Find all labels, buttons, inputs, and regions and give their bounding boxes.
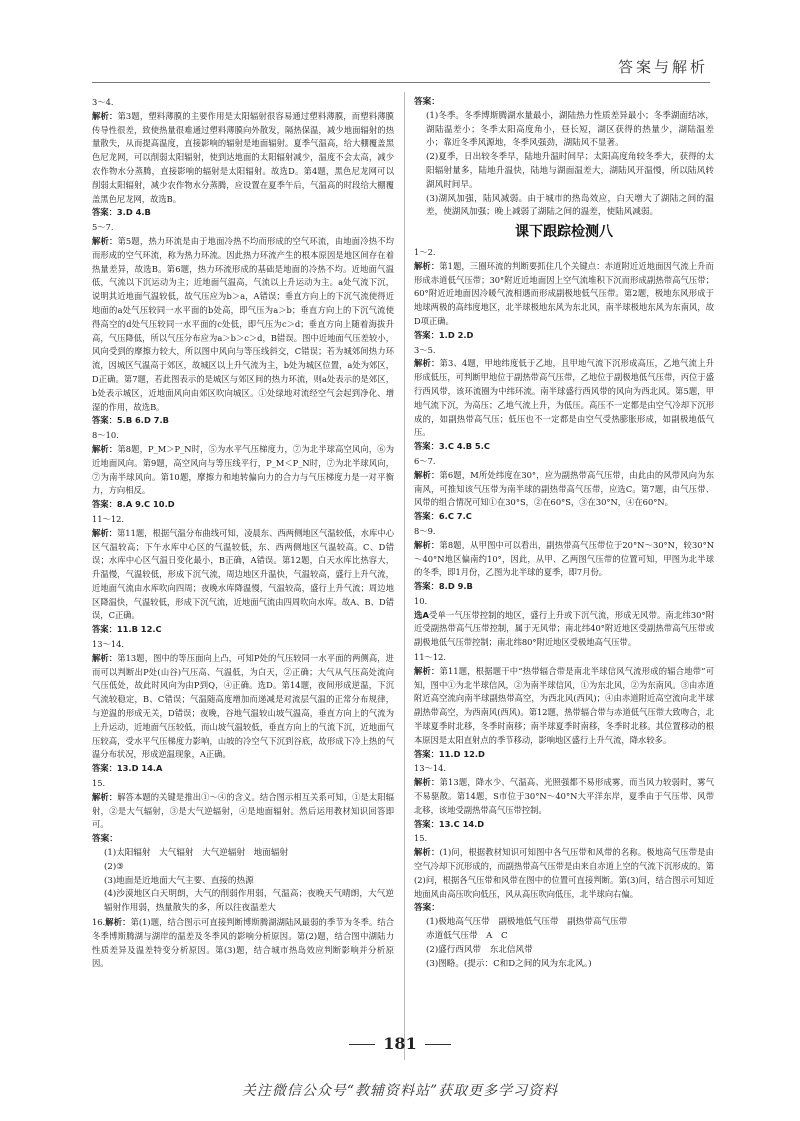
- analysis-label: 解析：: [414, 358, 440, 369]
- question-range: 13～14.: [414, 763, 447, 774]
- analysis-block: [92, 429, 394, 512]
- analysis-text: 第5题，热力环流是由于地面冷热不均而形成的空气环流，由地面冷热不均而形成的空气环流，称为热力环流。因此热力环流产生的根本原因是地区间存在着热量差异，故选B。第6题，热力环流形成的基础是地面的冷热不均。近地面气温低，气流以下沉运动为主；近地面气温高，气流以上升运动为主。a处气流下沉，说明其近地面气温较低，故气压应为b＞a，A错误；垂直方向上的下沉气流使得近地面的a处气压较同一水平面的b处高，即气压为a＞b；垂直方向上的下沉气流使得高空的d处气压较同一水平面的c处低，即气压为c＞d；垂直方向上随着海拔升高，气压降低，所以气压分布应为a＞b＞c＞d，B错误。图中近地面气压差较小，风向受到的摩擦力较大，所以图中风向与等压线斜交，C错误；若为城郊间热力环流，因城区气温高于郊区，故城区以上升气流为主，b处为城区位置，a处为郊区，D正确。第7题，若此图表示的是城区与郊区间的热力环流，则a处表示的是郊区，b处表示城区，近地面风向由郊区吹向城区。①处绿地对流经空气会起到净化、增湿的作用，故选B。: [92, 235, 394, 412]
- question-range: 6～7.: [414, 455, 436, 466]
- header-rule: [92, 82, 710, 83]
- page-number-dash: [425, 1044, 451, 1045]
- answer-line: 答案：11.B 12.C: [92, 624, 162, 635]
- answer-line: 答案：1.D 2.D: [414, 329, 474, 340]
- page-number: [0, 1034, 800, 1053]
- analysis-text: 第3、4题，甲地纬度低于乙地，且甲地气流下沉形成高压，乙地气流上升形成低压，可判断甲地位于副热带高气压带，乙地位于副极地低气压带，丙位于盛行西风带，该环流圈为中纬环流。南半球盛行西风带的风向为西北风。第5题，甲地气流下沉，为高压；乙地气流上升，为低压。高压不一定都是由空气冷却下沉形成的，如副热带高气压；低压也不一定都是由空气受热膨胀形成，如副极地低气压。: [414, 358, 714, 438]
- analysis-text: 解答本题的关键是推出①～④的含义。结合图示相互关系可知，①是太阳辐射，②是大气辐射，③是大气逆辐射，④是地面辐射。然后运用教材知识回答即可。: [92, 791, 394, 830]
- analysis-block: [92, 638, 394, 776]
- r15-answer-line: (1)极地高气压带 副极地低气压带 副热带高气压带: [426, 917, 628, 928]
- q16-answer-line: (3)湖风加强，陆风减弱。由于城市的热岛效应，白天增大了湖陆之间的温差，使湖风加强；晚上减弱了湖陆之间的温差，使陆风减弱。: [426, 193, 714, 218]
- r15-answer-line: (2)盛行西风带 东北信风带: [426, 944, 533, 955]
- answer-line: 答案：3.D 4.B: [92, 207, 151, 218]
- analysis-text: 第13题，降水少、气温高、光照强都不易形成雾，而当风力较弱时，雾气不易驱散。第14题，S市位于30°N～40°N大平洋东岸，夏季由于气压带、风带北移，该地受副热带高气压带控制。: [414, 777, 714, 815]
- analysis-label: 解析：: [92, 235, 118, 246]
- analysis-label: 解析：: [414, 777, 440, 788]
- q15-answer-line: (3)地面是近地面大气主要、直接的热源: [104, 875, 254, 886]
- q16-text: 第(1)题，结合图示可直接判断博斯腾湖湖陆风最弱的季节为冬季。结合冬季博斯腾湖与湖岸的温差及冬季风的影响分析原因。第(2)题，结合图中湖陆力性质差异及温差特变分析原因。第(3)题，结合城市热岛效应判断影响并分析原因。: [92, 917, 394, 969]
- right-answer-blocks: [414, 246, 714, 901]
- analysis-text: (1)问，根据教材知识可知图中各气压带和风带的名称。极地高气压带是由空气冷却下沉形成的，而副热带高气压带是由来自赤道上空的气流下沉形成的。第(2)问，根据各气压带和风带在图中的位置可直接判断。第(3)问，结合图示可知近地面风由高压吹向低压，风从高压吹向低压，北半球向右偏。: [414, 847, 714, 899]
- answer-line: 答案：13.D 14.A: [92, 763, 163, 774]
- question-range: 13～14.: [92, 639, 125, 650]
- r15-answer-line: (3)图略。(提示：C和D之间的风为东北风。): [426, 958, 592, 969]
- analysis-block: [414, 455, 714, 524]
- q16-analysis: [92, 916, 394, 971]
- analysis-text-line: [414, 539, 714, 580]
- analysis-text-line: [414, 609, 714, 650]
- analysis-label: 解析：: [414, 847, 440, 858]
- r15-answer-label: 答案：: [414, 903, 440, 914]
- q15-answer-line: (1)太阳辐射 大气辐射 大气逆辐射 地面辐射: [104, 848, 289, 859]
- page-header: [0, 0, 800, 82]
- left-column: [92, 96, 394, 972]
- analysis-block: [92, 777, 394, 832]
- analysis-text-line: [92, 791, 394, 832]
- analysis-block: [414, 246, 714, 343]
- answer-line: 答案：5.B 6.D 7.B: [92, 415, 169, 426]
- q15-answer-line: (4)沙漠地区白天明朗，大气的削弱作用弱，气温高；夜晚天气晴朗，大气逆辐射作用弱，热量散失的多，所以往夜温差大: [104, 889, 394, 914]
- question-range: 8～10.: [92, 430, 119, 441]
- analysis-text: 第8题，从甲图中可以看出，副热带高气压带位于20°N～30°N，较30°N～40°N地区偏南约10°，因此，从甲、乙两图气压带的位置可知，甲图为北半球的冬季，即1月份，乙图为北半球的夏季，即7月份。: [414, 539, 714, 578]
- analysis-text-line: [414, 260, 714, 329]
- analysis-label: 选A: [414, 609, 429, 620]
- q16-label: 解析：: [105, 917, 131, 928]
- analysis-label: 解析：: [92, 791, 118, 802]
- analysis-label: 解析：: [414, 260, 440, 271]
- answer-line: 答案：6.C 7.C: [414, 511, 472, 522]
- question-range: 15.: [414, 833, 428, 844]
- question-range: 5～7.: [92, 222, 114, 233]
- analysis-text: 第13题，图中的等压面向上凸，可知P处的气压较同一水平面的两侧高，进而可以判断出P处(山谷)气压高、气温低，为白天，②正确；大气从气压高处流向气压低处，故此时风向为由P到Q，④正确。选D。第14题，夜间形成逆温，下沉气流较稳定，B、C错误；气温随高度增加而递减是对流层气温的正常分布规律，与逆温的形成无关，D错误；夜晚，谷地气温较山坡气温高，垂直方向上的气流为上升运动，近地面气压较低，而山坡气温较低，垂直方向上的气流下沉，近地面气压较高，受水平气压梯度力影响，山坡的冷空气下沉到谷底，故形成下冷上热的气温分布状况，形成逆温现象，A正确。: [92, 652, 394, 760]
- question-range: 11～12.: [414, 652, 447, 663]
- analysis-label: 解析：: [414, 665, 440, 676]
- answer-line: 答案：11.D 12.D: [414, 748, 485, 759]
- analysis-block: [414, 344, 714, 454]
- question-range: 15.: [92, 778, 106, 789]
- analysis-block: [414, 595, 714, 650]
- analysis-label: 解析：: [92, 443, 118, 454]
- question-range: 10.: [414, 595, 428, 606]
- analysis-text-line: [414, 776, 714, 817]
- analysis-text-line: [414, 469, 714, 510]
- left-answer-blocks: [92, 96, 394, 832]
- r15-answer-line: 赤道低气压带 A C: [426, 931, 508, 942]
- analysis-block: [92, 221, 394, 428]
- analysis-text-line: [92, 527, 394, 624]
- question-range: 3～4.: [92, 97, 114, 107]
- analysis-text-line: [92, 652, 394, 762]
- analysis-text: 第11题，根据气温分布曲线可知，凌晨东、西两侧地区气温较低，水库中心区气温较高；下午水库中心区的气温较低，东、西两侧地区气温较高。C、D错误；水库中心区气温日变化最小，B正确，A错误。第12题，白天水库比热容大，升温慢，气温较低，形成下沉气流，周边地区升温快，气温较高，盛行上升气流，近地面气流由水库吹向四周；夜晚水库降温慢，气温较高，盛行上升气流；周边地区降温快，气温较低，形成下沉气流，近地面气流由四周吹向水库。故A、B、D错误，C正确。: [92, 527, 394, 621]
- analysis-block: [414, 832, 714, 901]
- right-column: [414, 96, 714, 971]
- question-range: 1～2.: [414, 246, 436, 257]
- question-range: 3～5.: [414, 344, 436, 355]
- analysis-block: [414, 762, 714, 831]
- page-number-dash: [349, 1044, 375, 1045]
- analysis-text: 第3题，塑料薄膜的主要作用是太阳辐射很容易通过塑料薄膜，而塑料薄膜传导性很差，致使热量很难通过塑料薄膜向外散发，隔热保温，减少地面辐射的热量散失，从而提高温度，直接影响的辐射是地面辐射。夏季气温高，给大棚覆盖黑色尼龙网，可以削弱太阳辐射，使到达地面的太阳辐射减少，温度不会太高，减少农作物水分蒸腾，直接影响的辐射是太阳辐射。故选D。第4题，黑色尼龙网可以削弱太阳辐射，减少农作物水分蒸腾，应设置在夏季午后，气温高的时段给大棚覆盖黑色尼龙网，故选B。: [92, 110, 394, 204]
- analysis-text: 受单一气压带控制的地区，盛行上升或下沉气流，形成无风带。南北纬30°附近受副热带高气压带控制，属于无风带；南北纬40°附近地区受副热带高气压带或副极地低气压带控制；南北纬80°附近地区受极地高气压带。: [414, 609, 714, 648]
- analysis-block: [92, 96, 394, 220]
- q15-answer-line: (2)③: [104, 861, 124, 872]
- q16-range: 16.: [92, 917, 106, 928]
- analysis-text-line: [92, 110, 394, 207]
- analysis-block: [92, 513, 394, 637]
- answer-line: 答案：8.D 9.B: [414, 581, 473, 592]
- analysis-text-line: [414, 846, 714, 901]
- question-range: 8～9.: [414, 525, 436, 536]
- q16-answer-line: (2)夏季，日出较冬季早，陆地升温时间早；太阳高度角较冬季大，获得的太阳辐射量多，陆地升温快，陆地与湖面温差大，湖陆风开温慢，所以陆风转湖风时间早。: [426, 152, 714, 190]
- analysis-text-line: [414, 665, 714, 748]
- analysis-text-line: [414, 357, 714, 440]
- column-divider: [404, 92, 405, 1060]
- q16-answer-line: (1)冬季。冬季博斯腾湖水量最小，湖陆热力性质差异最小；冬季湖面结冰，湖陆温差小；冬季太阳高度角小，昼长短，湖区获得的热量少，湖陆温差小；靠近冬季风源地，冬季风强劲，湖陆风不显著。: [426, 110, 714, 149]
- analysis-label: 解析：: [92, 652, 118, 663]
- q16-answer-label: 答案：: [414, 97, 440, 107]
- analysis-text-line: [92, 235, 394, 414]
- answer-line: 答案：13.C 14.D: [414, 818, 485, 829]
- analysis-text: 第11题，根据题干中“热带辐合带是南北半球信风气流形成的辐合地带”可知，图中①为北半球信风，②为南半球信风，①为东北风，②为东南风。③由赤道附近高空流向南半球副热带高空，为西北风(西风)；④由赤道附近高空流向北半球副热带高空，为西南风(西风)。第12题，热带辐合带与赤道低气压带大致吻合，北半球夏季时北移，冬季时南移；南半球夏季时南移，冬季时北移。其位置移动的根本原因是太阳直射点的季节移动，影响地区盛行上升气流，降水较多。: [414, 665, 714, 745]
- q15-answer: [92, 833, 394, 916]
- header-title: 答案与解析: [617, 58, 708, 76]
- footer-note: 关注微信公众号“教辅资料站”获取更多学习资料: [241, 1083, 559, 1099]
- q16-answer: [414, 96, 714, 220]
- answer-line: 答案：3.C 4.B 5.C: [414, 441, 490, 452]
- analysis-text: 第1题，三圈环流的判断要抓住几个关键点：赤道附近近地面因气流上升而形成赤道低气压带；30°附近近地面因上空气流堆积下沉而形成副热带高气压带；60°附近近地面因冷暖气流相遇而形成副极地低气压带。第2题，极地东风形成于地球两极的高纬度地区，北半球极地东风为东北风，南半球极地东风为东南风，故D项正确。: [414, 260, 714, 326]
- answer-line: 答案：8.A 9.C 10.D: [92, 499, 175, 510]
- analysis-block: [414, 651, 714, 761]
- analysis-text-line: [92, 443, 394, 498]
- analysis-label: 解析：: [92, 110, 118, 121]
- q15-answer-label: 答案：: [92, 834, 118, 845]
- analysis-text: 第8题，P_M＞P_N时，⑤为水平气压梯度力，⑦为北半球高空风向，⑥为近地面风向。第9题，高空风向与等压线平行，P_M＜P_N时，⑦为北半球风向，⑦为南半球风向。第10题，摩擦力和地转偏向力的合力与气压梯度力是一对平衡力，方向相反。: [92, 443, 394, 496]
- analysis-text: 第6题，M所处纬度在30°，应为副热带高气压带，由此由的风带风向为东南风，可推知该气压带为南半球的副热带高气压带，应选C。第7题，由气压带、风带的组合情况可知①在30°S，②在60°S，③在30°N，④在60°N。: [414, 469, 714, 508]
- analysis-label: 解析：: [414, 469, 440, 480]
- section-title: 课下跟踪检测八: [515, 224, 613, 241]
- analysis-label: 解析：: [92, 527, 117, 538]
- analysis-label: 解析：: [414, 539, 440, 550]
- analysis-block: [414, 525, 714, 594]
- r15-answer: [414, 902, 714, 971]
- page-number-text: 181: [383, 1034, 417, 1053]
- question-range: 11～12.: [92, 513, 125, 524]
